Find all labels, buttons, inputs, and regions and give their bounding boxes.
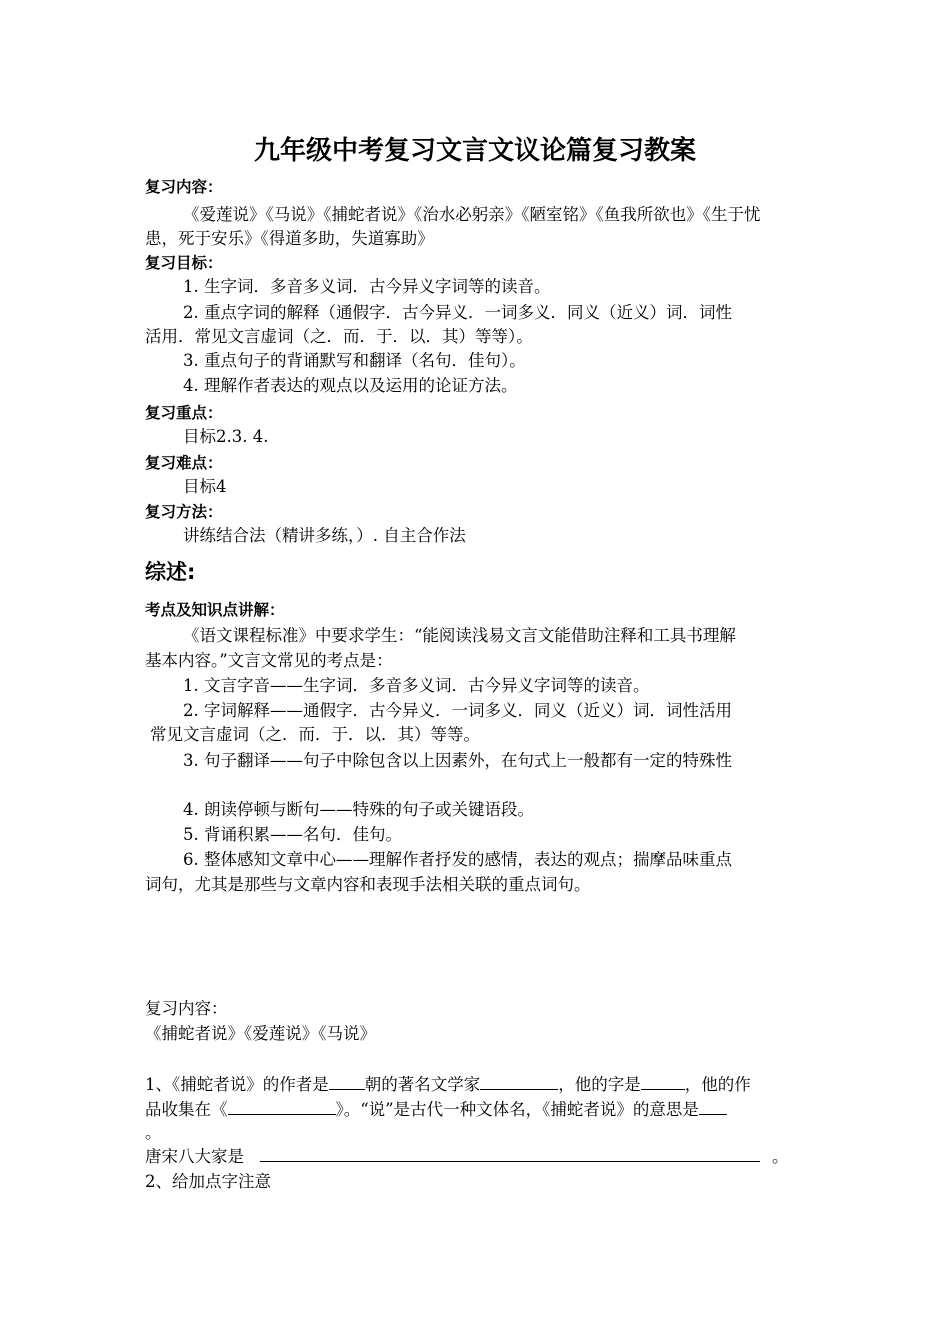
goal-item: 3. 重点句子的背诵默写和翻译（名句．佳句）。 (183, 351, 526, 370)
summary-point: 5. 背诵积累——名句．佳句。 (183, 825, 402, 844)
summary-intro-2: 基本内容。”文言文常见的考点是： (145, 651, 393, 670)
summary-point: 6. 整体感知文章中心——理解作者抒发的感情，表达的观点；揣摩品味重点 (183, 850, 732, 869)
key-heading: 复习重点： (145, 404, 223, 422)
summary-point: 1. 文言字音——生字词．多音多义词．古今异义字词等的读音。 (183, 676, 650, 695)
summary-subheading: 考点及知识点讲解： (145, 601, 285, 619)
question-1-line-4: 唐宋八大家是 。 (145, 1147, 789, 1166)
goal-item: 2. 重点字词的解释（通假字．古今异义．一词多义．同义（近义）词．词性 (183, 303, 732, 322)
summary-point: 3. 句子翻译——句子中除包含以上因素外，在句式上一般都有一定的特殊性 (183, 751, 732, 770)
page-title: 九年级中考复习文言文议论篇复习教案 (253, 136, 696, 166)
blank-collection[interactable] (228, 1098, 336, 1115)
question-1-line-1: 1、《捕蛇者说》的作者是 朝的著名文学家 ，他的字是 ，他的作 (145, 1075, 751, 1094)
section2-heading: 复习内容： (145, 999, 228, 1018)
content-line-1: 《爱莲说》《马说》《捕蛇者说》《治水必躬亲》《陋室铭》《鱼我所欲也》《生于忧 (183, 205, 761, 224)
blank-meaning[interactable] (699, 1098, 727, 1115)
blank-eight-masters[interactable] (260, 1145, 760, 1162)
summary-heading: 综述: (145, 560, 196, 584)
goal-item: 4. 理解作者表达的观点以及运用的论证方法。 (183, 376, 518, 395)
question-2: 2、给加点字注意 (145, 1172, 271, 1191)
goal-item: 活用．常见文言虚词（之．而．于．以．其）等等）。 (145, 327, 533, 346)
content-line-2: 患，死于安乐》《得道多助，失道寡助》 (145, 229, 434, 248)
question-1-line-2: 品收集在《 》。“说”是古代一种文体名，《捕蛇者说》的意思是 (145, 1098, 727, 1122)
key-text: 目标2.3. 4. (183, 427, 269, 446)
summary-point: 常见文言虚词（之．而．于．以．其）等等。 (150, 725, 480, 744)
goals-heading: 复习目标： (145, 254, 223, 272)
blank-courtesy-name[interactable] (641, 1073, 685, 1090)
difficulty-text: 目标4 (183, 477, 227, 496)
summary-point: 词句，尤其是那些与文章内容和表现手法相关联的重点词句。 (145, 875, 591, 894)
blank-author[interactable] (480, 1073, 558, 1090)
difficulty-heading: 复习难点： (145, 454, 223, 472)
blank-dynasty[interactable] (329, 1073, 365, 1090)
method-heading: 复习方法： (145, 503, 223, 521)
section2-texts: 《捕蛇者说》《爱莲说》《马说》 (145, 1024, 376, 1043)
summary-point: 4. 朗读停顿与断句——特殊的句子或关键语段。 (183, 800, 534, 819)
method-text: 讲练结合法（精讲多练，）. 自主合作法 (183, 526, 466, 545)
summary-intro-1: 《语文课程标准》中要求学生：“能阅读浅易文言文能借助注释和工具书理解 (183, 626, 736, 645)
question-1-line-3: 。 (145, 1123, 162, 1142)
summary-point: 2. 字词解释——通假字．古今异义．一词多义．同义（近义）词．词性活用 (183, 701, 732, 720)
content-heading: 复习内容： (145, 178, 223, 196)
goal-item: 1. 生字词．多音多义词．古今异义字词等的读音。 (183, 277, 551, 296)
